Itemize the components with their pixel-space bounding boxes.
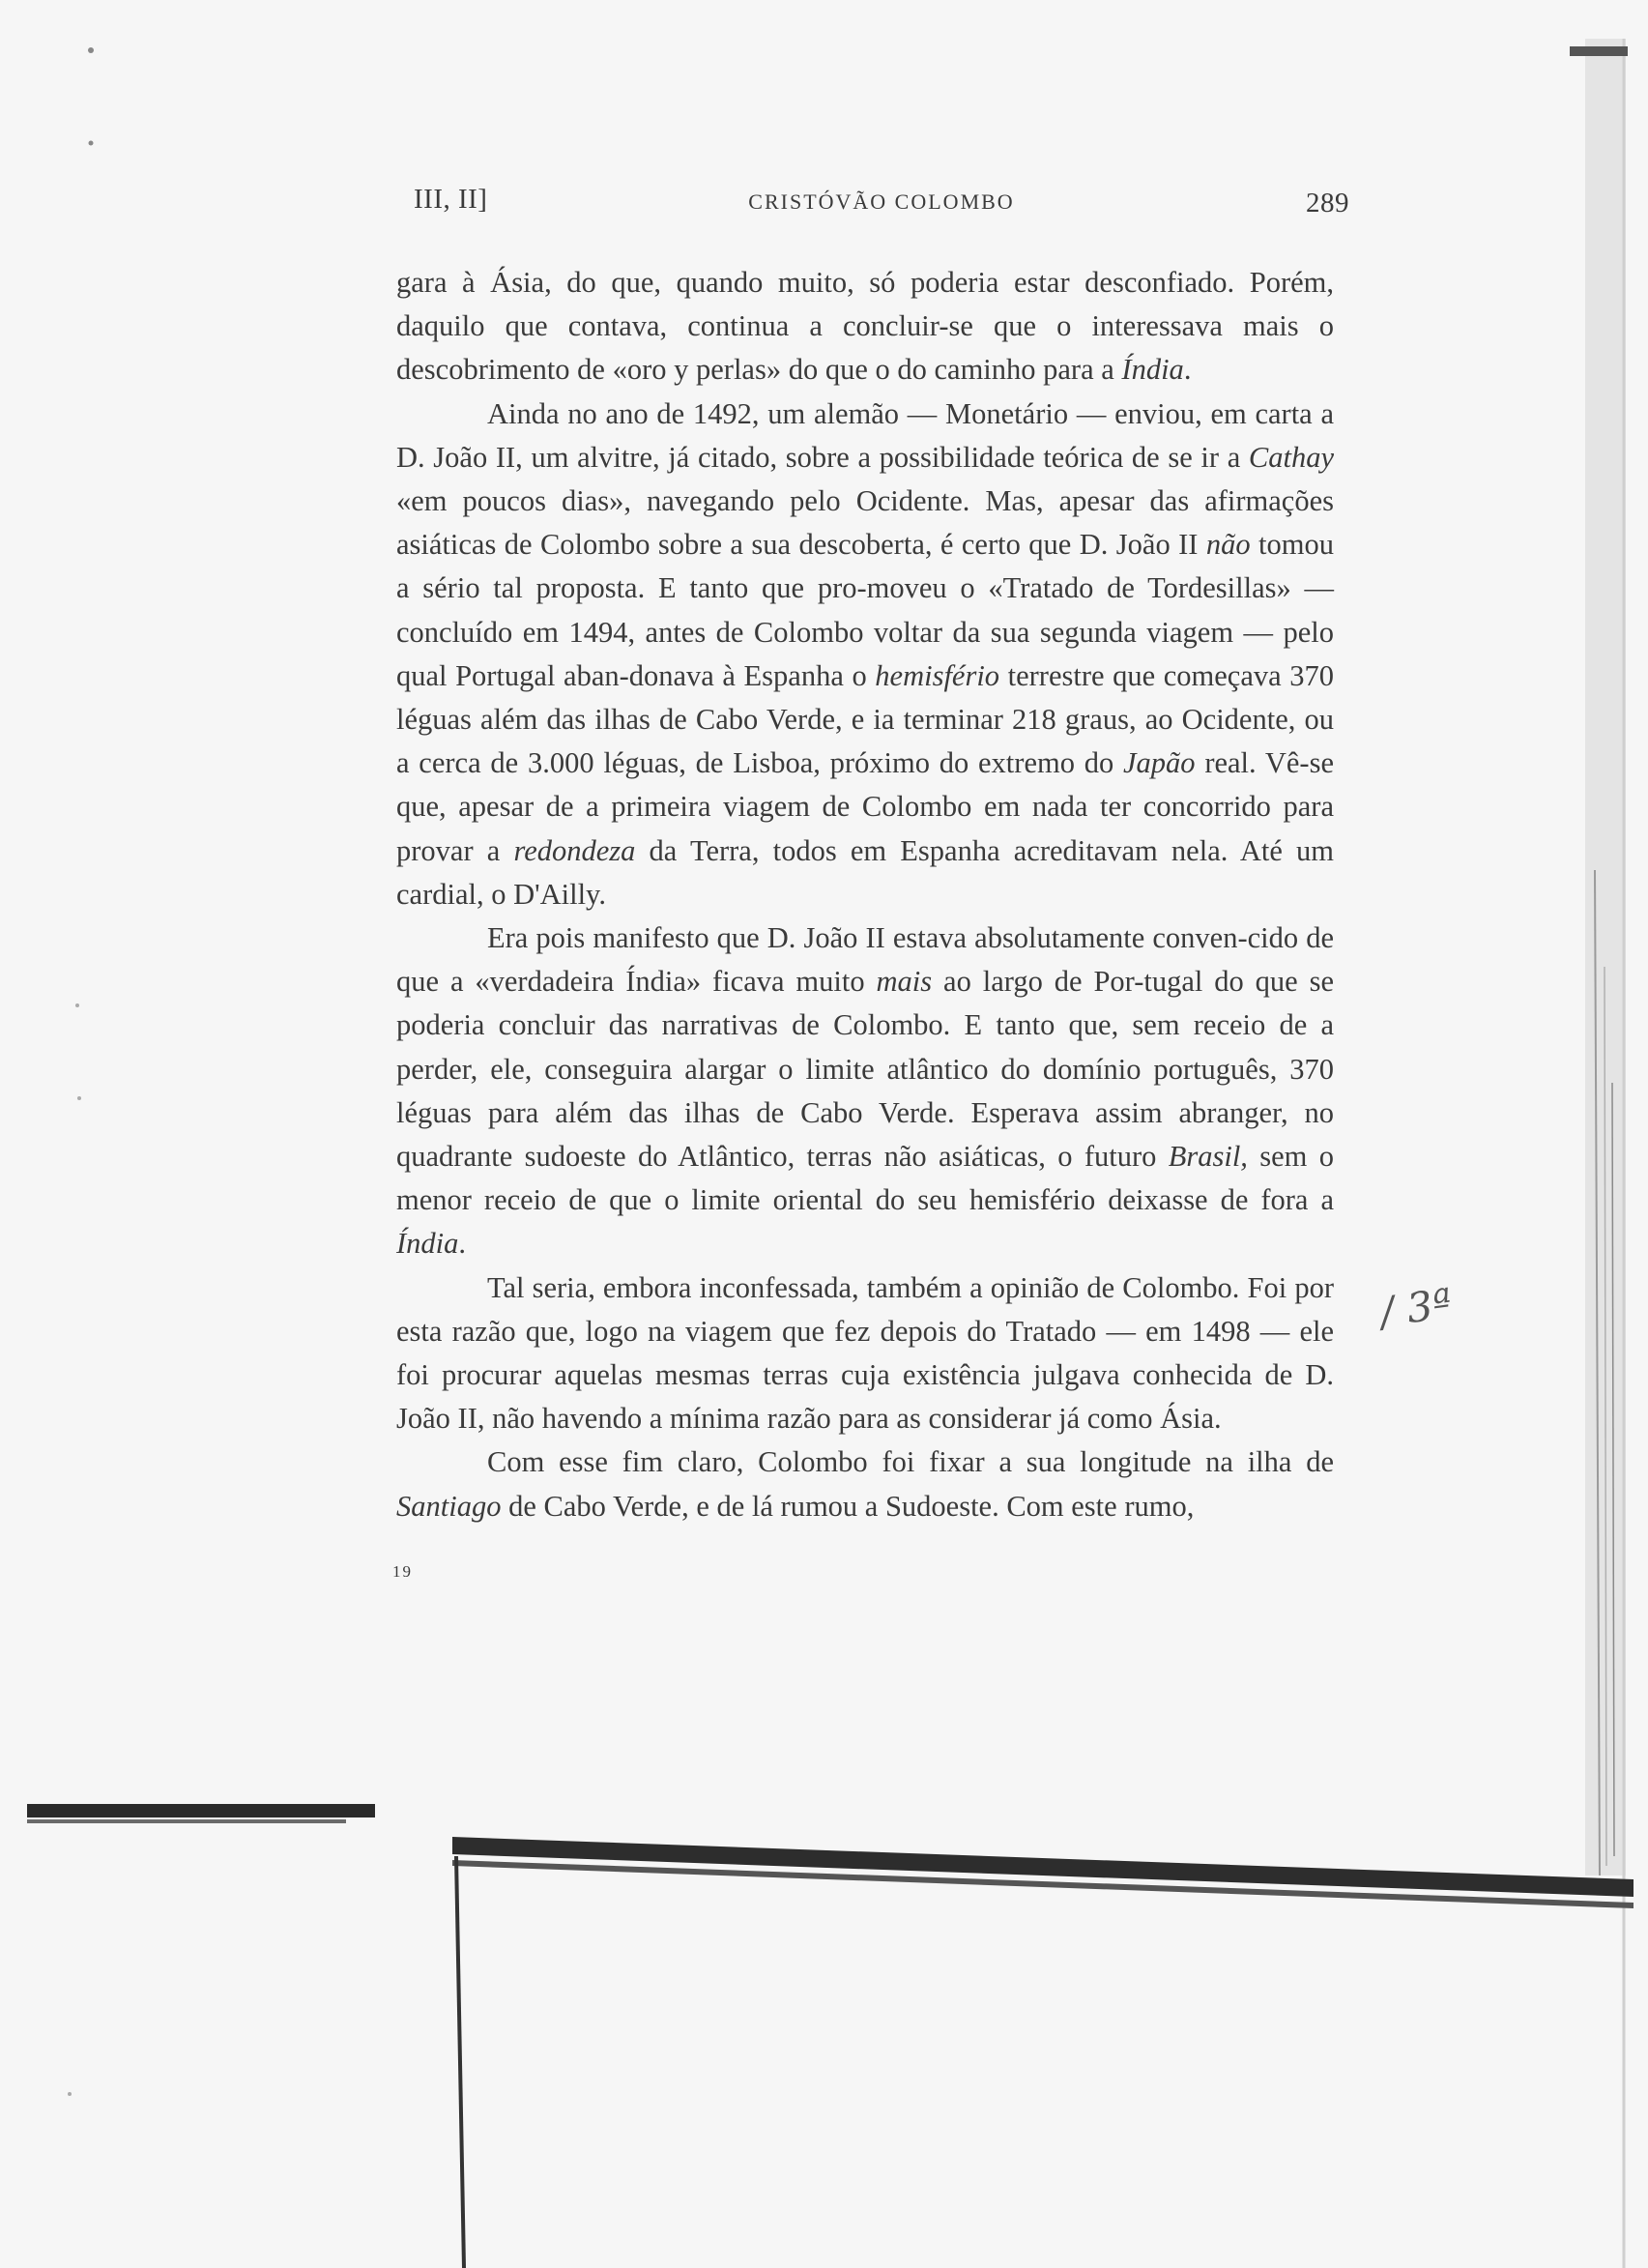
italic-text: hemisfério <box>875 658 1000 692</box>
paragraph <box>396 393 1334 916</box>
text-run: gara à Ásia, do que, quando muito, só poderia estar desconfiado. Porém, daquilo que contava, continua a concluir-se que o interessava mais o descobrimento de «oro y perlas» do que o do caminho para a <box>396 266 1334 387</box>
italic-text: Índia <box>396 1227 459 1261</box>
page-number: 289 <box>1306 188 1349 218</box>
top-right-mark <box>1570 46 1628 56</box>
text-run: Com esse fim claro, Colombo foi fixar a sua longitude na ilha de <box>487 1445 1334 1479</box>
header-section-ref: III, II] <box>414 184 488 215</box>
handwritten-margin-note: / 3ª <box>1376 1279 1456 1336</box>
text-run: de Cabo Verde, e de lá rumou a Sudoeste. Com este rumo, <box>501 1489 1195 1523</box>
text-run: . <box>458 1227 467 1261</box>
italic-text: Japão <box>1123 746 1196 780</box>
text-run: Ainda no ano de 1492, um alemão — Monetário — enviou, em carta a D. João II, um alvitre, já citado, sobre a possibilidade teórica de se ir a <box>396 396 1334 474</box>
crop-line-left <box>456 1856 464 2268</box>
signature-mark: 19 <box>392 1562 413 1581</box>
text-run: ao largo de Por-tugal do que se poderia concluir das narrativas de Colombo. E tanto que, sem receio de a perder, ele, conseguira alargar o limite atlântico do domínio português, 370 léguas para além das ilhas de Cabo Verde. Esperava assim abranger, no quadrante sudoeste do Atlântico, terras não asiáticas, o futuro <box>396 965 1334 1174</box>
text-run: real. Vê-se que, apesar de a primeira viagem de Colombo em nada ter concorrido para provar a <box>396 746 1334 867</box>
text-run: . <box>1183 353 1192 387</box>
header-title: CRISTÓVÃO COLOMBO <box>748 189 1015 214</box>
paragraph <box>396 916 1334 1266</box>
paragraph <box>396 261 1334 393</box>
italic-text: mais <box>876 965 933 999</box>
paragraph <box>396 1266 1334 1441</box>
text-run: «em poucos dias», navegando pelo Ocidente. Mas, apesar das afirmações asiáticas de Colombo sobre a sua descoberta, é certo que D. João II <box>396 484 1334 562</box>
italic-text: Índia <box>1121 353 1184 387</box>
italic-text: não <box>1205 528 1251 562</box>
italic-text: redondeza <box>513 833 636 867</box>
text-run: sem o menor receio de que o limite oriental do seu hemisfério deixasse de fora a <box>396 1140 1334 1217</box>
text-run: tomou a sério tal proposta. E tanto que pro-moveu o «Tratado de Tordesillas» — concluído em 1494, antes de Colombo voltar da sua segunda viagem — pelo qual Portugal aban-donava à Espanha o <box>396 528 1334 692</box>
italic-text: Brasil, <box>1168 1140 1248 1174</box>
paragraph <box>396 1440 1334 1527</box>
film-strip-left <box>27 1804 375 1817</box>
text-run: Era pois manifesto que D. João II estava absolutamente conven-cido de que a «verdadeira Índia» ficava muito <box>396 921 1334 999</box>
italic-text: Santiago <box>396 1489 502 1523</box>
text-run: Tal seria, embora inconfessada, também a opinião de Colombo. Foi por esta razão que, logo na viagem que fez depois do Tratado — em 1498 — ele foi procurar aquelas mesmas terras cuja existência julgava conhecida de D. João II, não havendo a mínima razão para as considerar já como Ásia. <box>396 1270 1334 1436</box>
body-text <box>396 261 1334 1528</box>
text-run: terrestre que começava 370 léguas além das ilhas de Cabo Verde, e ia terminar 218 graus, ao Ocidente, ou a cerca de 3.000 léguas, de Lisboa, próximo do extremo do <box>396 658 1334 780</box>
running-header <box>414 184 1349 230</box>
text-run: da Terra, todos em Espanha acreditavam nela. Até um cardial, o D'Ailly. <box>396 833 1334 911</box>
italic-text: Cathay <box>1248 440 1334 474</box>
